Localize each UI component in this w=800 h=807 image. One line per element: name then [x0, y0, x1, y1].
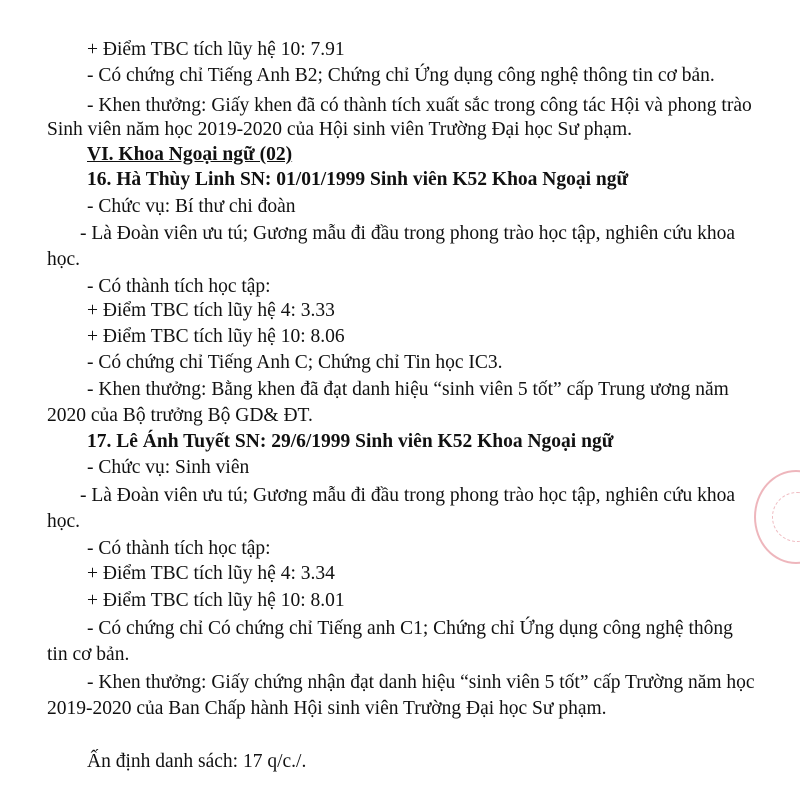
student17-certificates: - Có chứng chỉ Có chứng chỉ Tiếng anh C1; Chứng chỉ Ứng dụng công nghệ thông: [87, 618, 733, 639]
student17-gpa4: + Điểm TBC tích lũy hệ 4: 3.34: [87, 563, 335, 584]
student16-certificates: - Có chứng chỉ Tiếng Anh C; Chứng chỉ Tin học IC3.: [87, 352, 503, 373]
student16-achievement: - Có thành tích học tập:: [87, 276, 271, 297]
student16-award-cont: 2020 của Bộ trưởng Bộ GD& ĐT.: [47, 405, 313, 426]
student16-award: - Khen thưởng: Bằng khen đã đạt danh hiệu “sinh viên 5 tốt” cấp Trung ương năm: [87, 379, 729, 400]
student17-gpa10: + Điểm TBC tích lũy hệ 10: 8.01: [87, 590, 345, 611]
student16-gpa10: + Điểm TBC tích lũy hệ 10: 8.06: [87, 326, 345, 347]
student17-merit: - Là Đoàn viên ưu tú; Gương mẫu đi đầu trong phong trào học tập, nghiên cứu khoa: [80, 485, 736, 506]
student15-award-cont: Sinh viên năm học 2019-2020 của Hội sinh viên Trường Đại học Sư phạm.: [47, 119, 632, 140]
student17-award: - Khen thưởng: Giấy chứng nhận đạt danh hiệu “sinh viên 5 tốt” cấp Trường năm học: [87, 672, 755, 693]
student16-position: - Chức vụ: Bí thư chi đoàn: [87, 196, 296, 217]
student17-merit-cont: học.: [47, 511, 81, 532]
student17-certificates-cont: tin cơ bản.: [47, 644, 130, 665]
student17-position: - Chức vụ: Sinh viên: [87, 457, 250, 478]
student16-merit: - Là Đoàn viên ưu tú; Gương mẫu đi đầu trong phong trào học tập, nghiên cứu khoa: [80, 223, 736, 244]
student16-merit-cont: học.: [47, 249, 81, 270]
section-heading-faculty: VI. Khoa Ngoại ngữ (02): [87, 144, 293, 165]
list-closing-statement: Ấn định danh sách: 17 q/c./.: [87, 751, 307, 772]
student15-certificates: - Có chứng chỉ Tiếng Anh B2; Chứng chỉ Ứng dụng công nghệ thông tin cơ bản.: [87, 65, 715, 86]
student15-gpa10: + Điểm TBC tích lũy hệ 10: 7.91: [87, 39, 345, 60]
student16-gpa4: + Điểm TBC tích lũy hệ 4: 3.33: [87, 300, 335, 321]
student16-heading: 16. Hà Thùy Linh SN: 01/01/1999 Sinh viên K52 Khoa Ngoại ngữ: [87, 169, 629, 190]
student15-award: - Khen thưởng: Giấy khen đã có thành tích xuất sắc trong công tác Hội và phong trào: [87, 95, 752, 116]
student17-heading: 17. Lê Ánh Tuyết SN: 29/6/1999 Sinh viên K52 Khoa Ngoại ngữ: [87, 431, 614, 452]
student17-achievement: - Có thành tích học tập:: [87, 538, 271, 559]
student17-award-cont: 2019-2020 của Ban Chấp hành Hội sinh viên Trường Đại học Sư phạm.: [47, 698, 607, 719]
